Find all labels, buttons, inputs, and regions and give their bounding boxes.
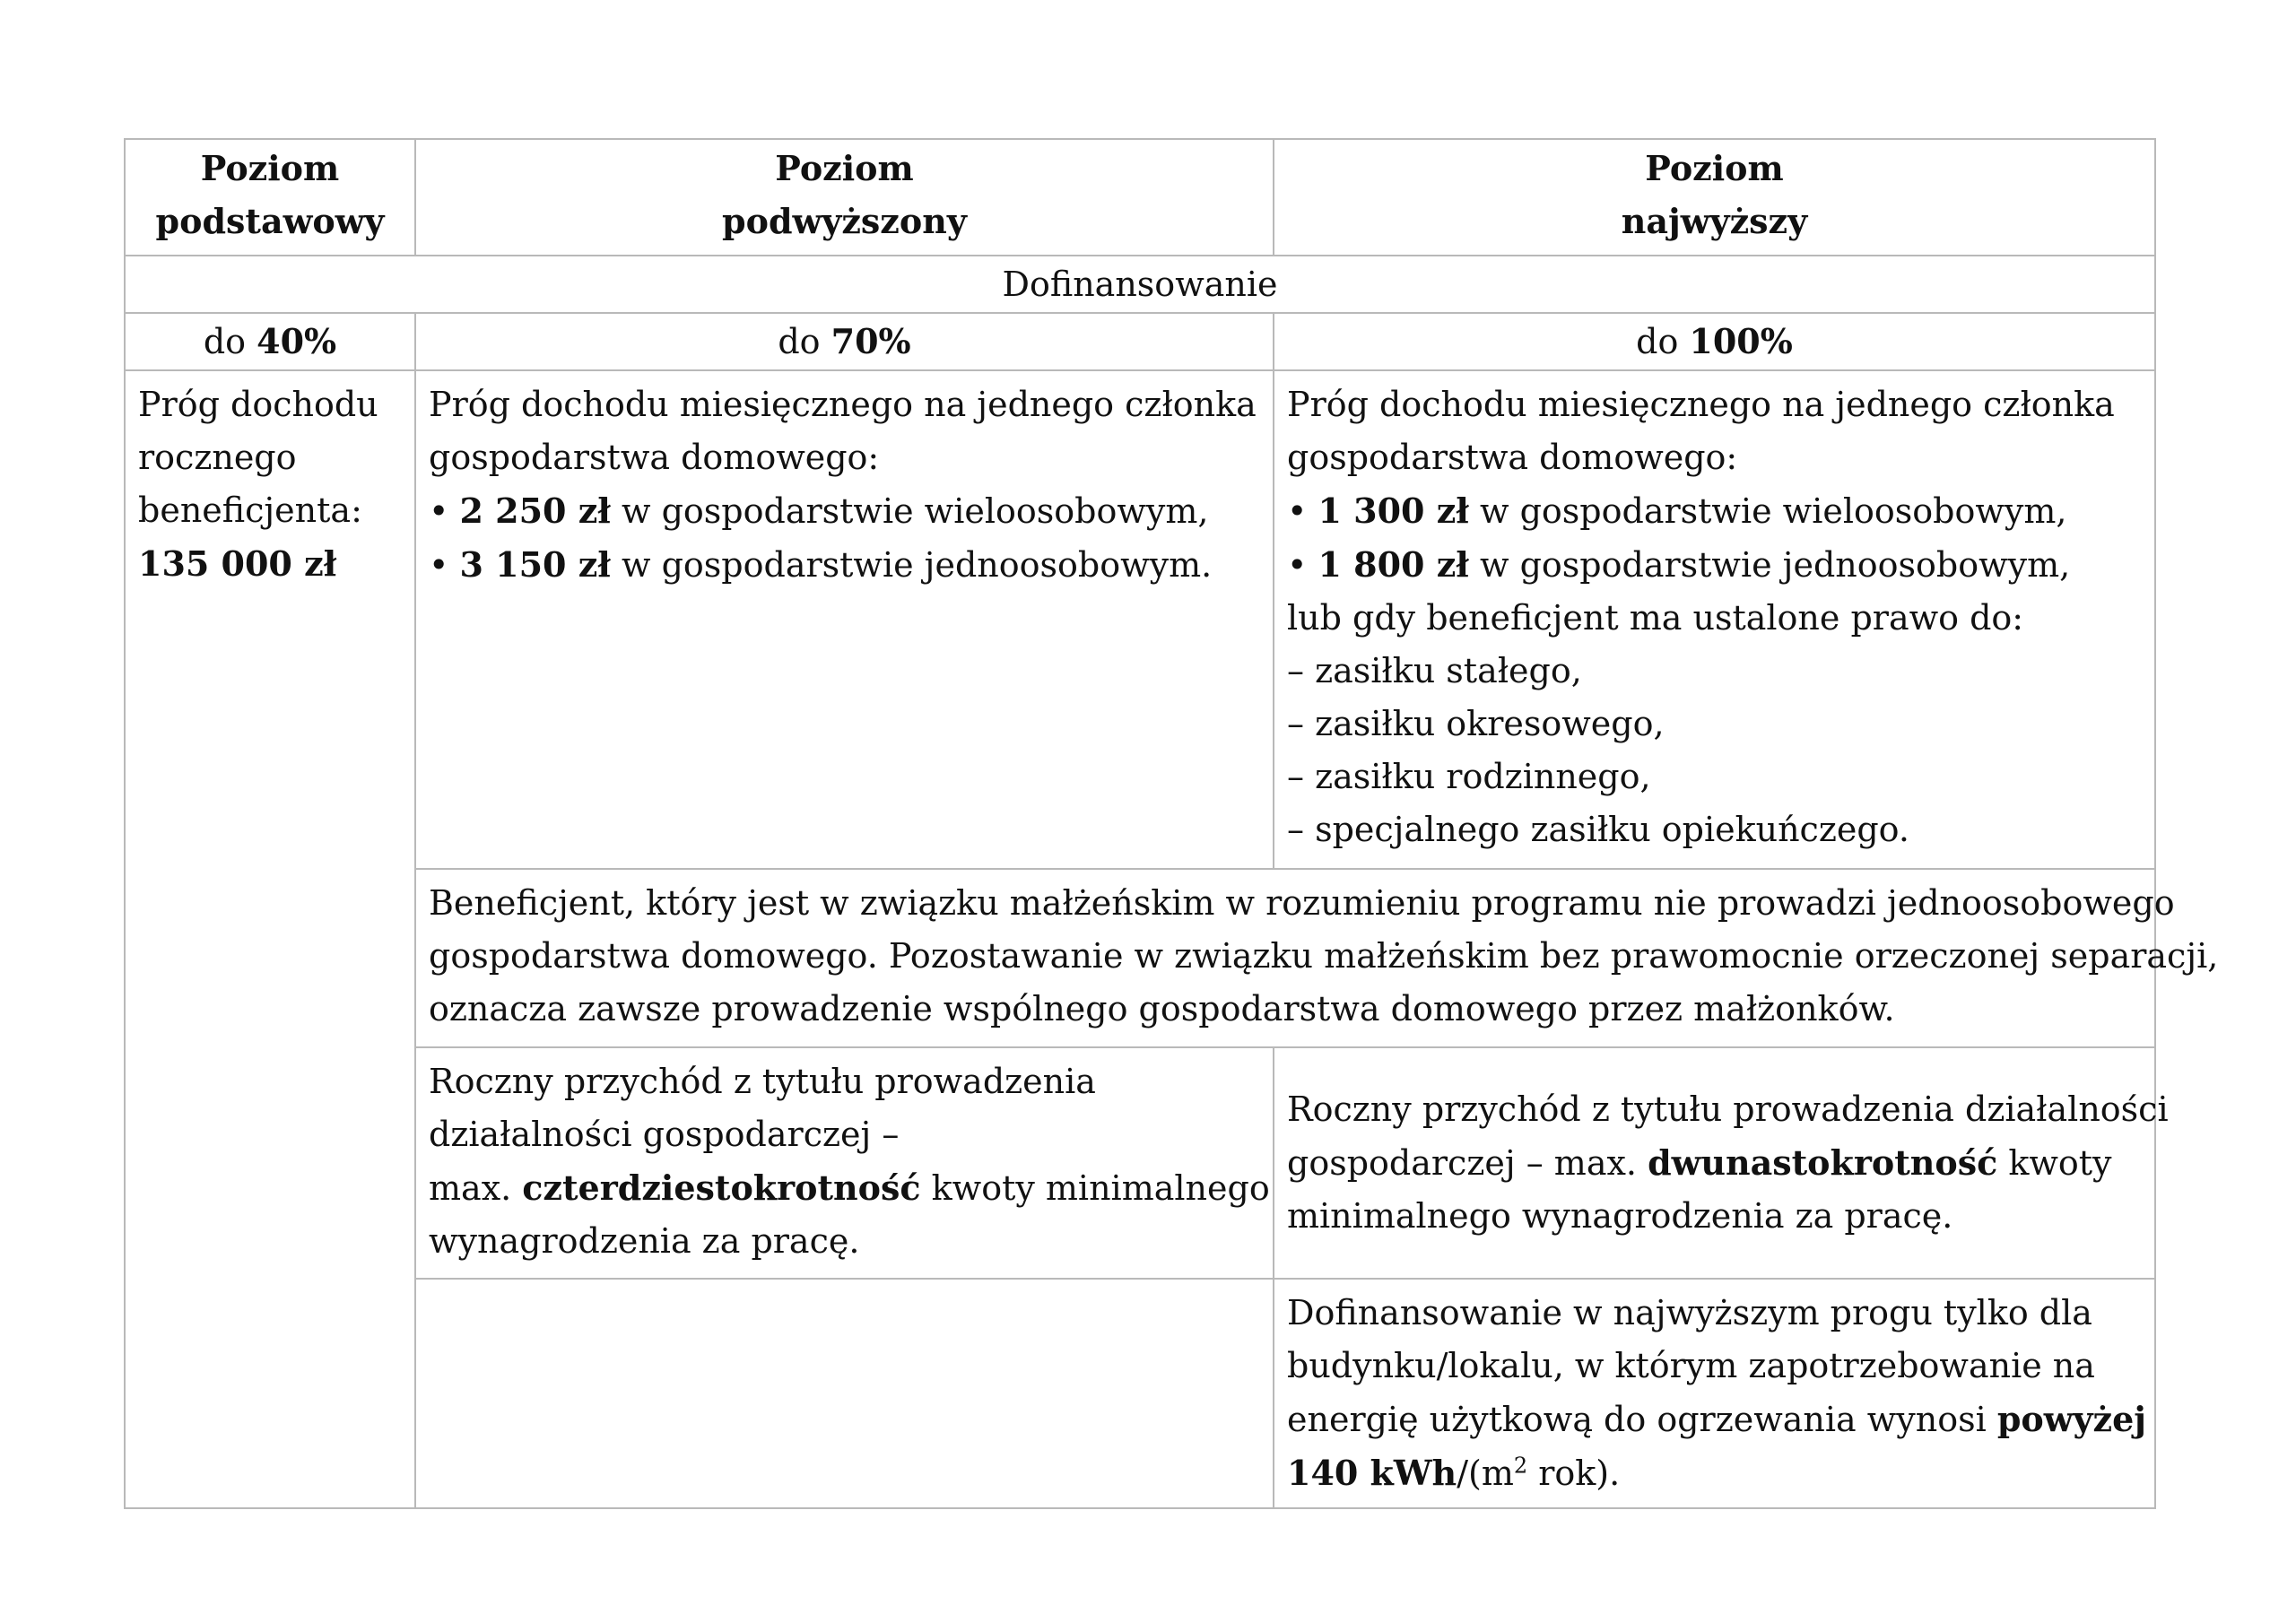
energy-line3-bold: powyżej [1996,1399,2147,1439]
marriage-line3: oznacza zawsze prowadzenie wspólnego gospodarstwa domowego przez małżonków. [429,989,1895,1028]
energy-row [125,1279,2155,1508]
energy-cell-highest [1274,1279,2155,1508]
income-threshold-row [125,370,2155,869]
income-cell-increased [415,370,1274,869]
percent-increased-value: 70% [831,321,911,361]
energy-unit-suffix: rok). [1527,1454,1621,1493]
header-cell-highest [1274,139,2155,256]
revenue-highest-line3: minimalnego wynagrodzenia za pracę. [1287,1196,1953,1236]
revenue-highest-multiplier: dwunastokrotność [1648,1142,1998,1183]
energy-line4 [1287,1446,2142,1500]
income-highest-extra-line1: lub gdy beneficjent ma ustalone prawo do: [1287,598,2024,638]
percent-basic-prefix: do [203,322,257,361]
revenue-highest-line2-prefix: gospodarczej – max. [1287,1143,1648,1183]
income-highest-extra-line3: – zasiłku okresowego, [1287,704,1665,743]
energy-value: 140 kWh [1287,1453,1457,1493]
revenue-highest-line2 [1287,1136,2142,1190]
income-increased-bullet-2 [429,538,1260,592]
energy-line3 [1287,1393,2147,1446]
income-highest-intro-line1: Próg dochodu miesięcznego na jednego członka [1287,385,2115,424]
energy-unit-sup: 2 [1513,1453,1528,1479]
income-increased-intro-line1: Próg dochodu miesięcznego na jednego członka [429,385,1257,424]
header-highest-line1: Poziom [1645,148,1784,188]
income-basic-line3: beneficjenta: [138,490,362,530]
income-increased-text-2: w gospodarstwie jednoosobowym. [610,545,1213,585]
percent-cell-increased [415,313,1274,370]
income-cell-highest [1274,370,2155,869]
header-highest-line2: najwyższy [1621,201,1808,241]
revenue-highest-line2-suffix: kwoty [1997,1143,2112,1183]
energy-unit-mid: /(m [1457,1454,1514,1493]
marriage-line1: Beneficjent, który jest w związku małżeńskim w rozumieniu programu nie prowadzi jednoosobowego [429,883,2175,923]
income-basic-line1: Próg dochodu [138,385,378,424]
income-increased-intro-line2: gospodarstwa domowego: [429,438,880,477]
income-basic-amount: 135 000 zł [138,543,337,584]
subsidy-label-row [125,256,2155,313]
income-increased-amount-2: 3 150 zł [459,544,611,585]
income-highest-text-2: w gospodarstwie jednoosobowym, [1468,545,2071,585]
percent-increased-prefix: do [778,322,831,361]
percent-highest-prefix: do [1636,322,1690,361]
revenue-increased-multiplier: czterdziestokrotność [522,1167,921,1208]
income-highest-amount-1: 1 300 zł [1318,490,1469,531]
percent-row [125,313,2155,370]
income-highest-bullet-1 [1287,484,2142,538]
income-highest-amount-2: 1 800 zł [1318,544,1469,585]
subsidy-label-cell: Dofinansowanie [125,256,2155,313]
percent-basic-value: 40% [257,321,337,361]
income-highest-text-1: w gospodarstwie wieloosobowym, [1468,491,2067,531]
header-increased-line2: podwyższony [722,201,967,241]
income-highest-extra-line4: – zasiłku rodzinnego, [1287,757,1651,796]
revenue-cell-highest [1274,1047,2169,1279]
subsidy-levels-table [124,138,2219,1509]
header-cell-basic [125,139,415,256]
revenue-increased-line3-suffix: kwoty minimalnego [920,1168,1270,1208]
header-basic-line2: podstawowy [155,201,385,241]
bullet-glyph: • [1287,491,1318,531]
income-basic-line2: rocznego [138,438,297,477]
bullet-glyph: • [429,545,460,585]
income-highest-extra-line5: – specjalnego zasiłku opiekuńczego. [1287,810,1909,849]
income-increased-amount-1: 2 250 zł [459,490,611,531]
revenue-increased-line3 [429,1161,1270,1215]
bullet-glyph: • [429,491,460,531]
revenue-increased-line2: działalności gospodarczej – [429,1115,900,1154]
income-highest-bullet-2 [1287,538,2142,592]
revenue-row [125,1047,2155,1279]
header-basic-line1: Poziom [200,148,340,188]
percent-cell-highest [1274,313,2155,370]
income-increased-text-1: w gospodarstwie wieloosobowym, [610,491,1209,531]
energy-cell-increased-empty [415,1279,1274,1508]
income-increased-bullet-1 [429,484,1260,538]
header-cell-increased [415,139,1274,256]
revenue-increased-line3-prefix: max. [429,1168,523,1208]
income-cell-basic [125,370,415,1508]
revenue-highest-line1: Roczny przychód z tytułu prowadzenia działalności [1287,1089,2169,1129]
percent-highest-value: 100% [1689,321,1793,361]
marriage-line2: gospodarstwa domowego. Pozostawanie w związku małżeńskim bez prawomocnie orzeczonej separacji, [429,936,2219,976]
revenue-cell-increased [415,1047,1274,1279]
income-highest-intro-line2: gospodarstwa domowego: [1287,438,1738,477]
header-increased-line1: Poziom [775,148,914,188]
percent-cell-basic [125,313,415,370]
revenue-increased-line1: Roczny przychód z tytułu prowadzenia [429,1062,1096,1101]
energy-line3-prefix: energię użytkową do ogrzewania wynosi [1287,1400,1997,1439]
header-row [125,139,2155,256]
energy-line1: Dofinansowanie w najwyższym progu tylko dla [1287,1293,2092,1332]
income-highest-extra-line2: – zasiłku stałego, [1287,651,1582,690]
marriage-cell [415,869,2219,1047]
energy-line2: budynku/lokalu, w którym zapotrzebowanie na [1287,1346,2095,1385]
marriage-row [125,869,2155,1047]
revenue-increased-line4: wynagrodzenia za pracę. [429,1221,860,1261]
bullet-glyph: • [1287,545,1318,585]
